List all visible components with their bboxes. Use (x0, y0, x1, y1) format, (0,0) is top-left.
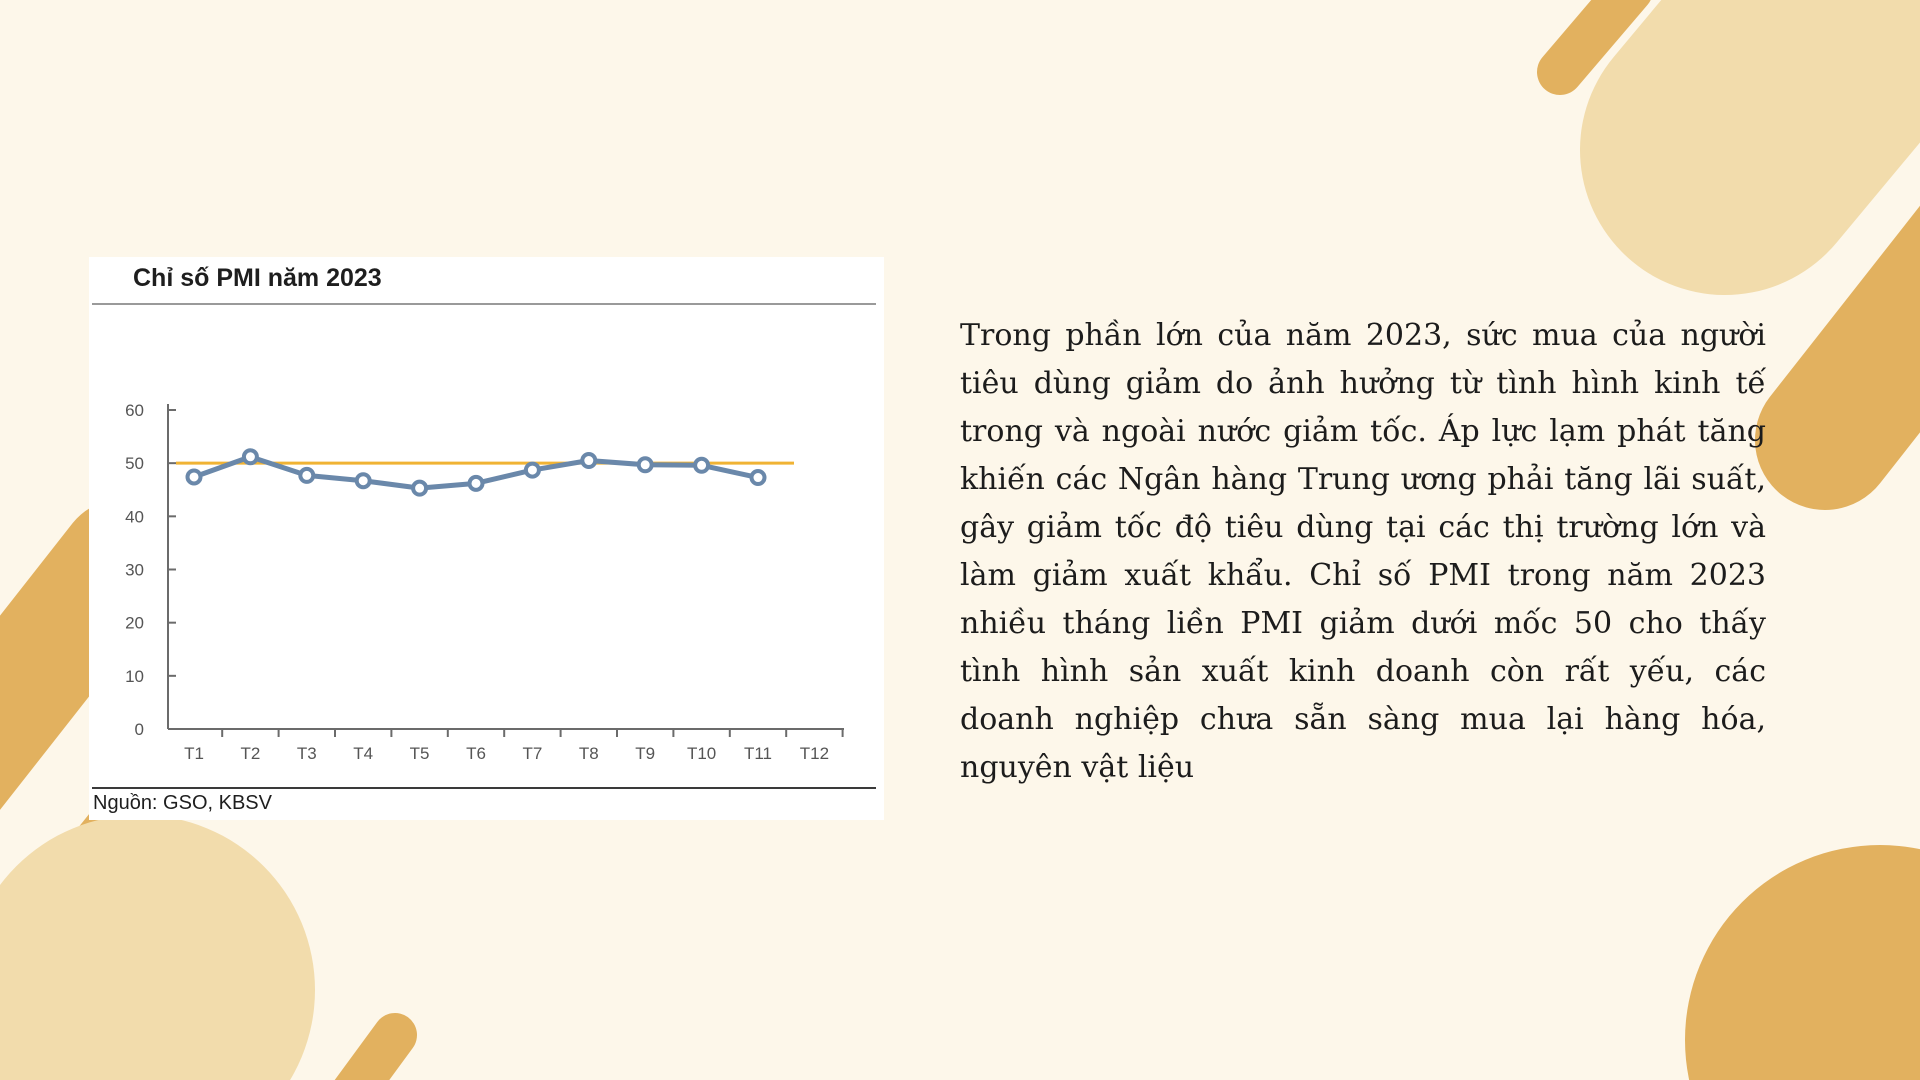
pmi-data-point (526, 464, 539, 477)
x-tick-label: T11 (743, 744, 773, 763)
deco-circle-bottom-left (0, 815, 315, 1080)
pmi-data-point (639, 458, 652, 471)
chart-title: Chỉ số PMI năm 2023 (133, 264, 382, 292)
deco-circle-bottom-right (1685, 845, 1920, 1080)
pmi-data-point (470, 477, 483, 490)
y-tick-label: 40 (125, 507, 144, 527)
x-tick-label: T5 (409, 744, 430, 763)
x-tick-label: T6 (466, 744, 486, 763)
y-tick-label: 0 (134, 720, 144, 739)
pmi-data-point (582, 454, 595, 467)
x-tick-label: T10 (686, 744, 717, 763)
pmi-points (188, 450, 765, 494)
pmi-data-point (300, 469, 313, 482)
y-tick-label: 50 (125, 454, 144, 474)
x-tick-label: T1 (184, 744, 204, 763)
x-tick-label: T3 (296, 744, 317, 763)
pmi-data-point (413, 482, 426, 495)
pmi-data-point (695, 459, 708, 472)
deco-band-right (1825, 230, 1920, 440)
body-paragraph: Trong phần lớn của năm 2023, sức mua của người tiêu dùng giảm do ảnh hưởng từ tình hình kinh tế trong và ngoài nước giảm tốc. Áp lực lạm phát tăng khiến các Ngân hàng Trung ương phải tăng lãi suất, gây giảm tốc độ tiêu dùng tại các thị trường lớn và làm giảm xuất khẩu. Chỉ số PMI trong năm 2023 nhiều tháng liền PMI giảm dưới mốc 50 cho thấy tình hình sản xuất kinh doanh còn rất yếu, các doanh nghiệp chưa sẵn sàng mua lại hàng hóa, nguyên vật liệu (960, 318, 1766, 785)
pmi-data-point (752, 471, 765, 484)
x-tick-label: T9 (635, 744, 656, 763)
y-tick-label: 20 (125, 613, 144, 633)
chart-axes (125, 401, 844, 763)
x-tick-label: T4 (353, 744, 374, 763)
pmi-data-point (188, 470, 201, 483)
y-tick-label: 60 (125, 401, 144, 420)
deco-stroke-bottom-left (340, 1035, 395, 1080)
x-tick-label: T2 (240, 744, 261, 763)
pmi-line-chart (89, 257, 884, 820)
x-tick-label: T8 (578, 744, 599, 763)
x-tick-label: T7 (522, 744, 543, 763)
pmi-data-point (357, 474, 370, 487)
x-tick-label: T12 (799, 744, 830, 763)
chart-source: Nguồn: GSO, KBSV (93, 792, 272, 814)
deco-pill-top-right (1725, 0, 1850, 150)
y-tick-label: 10 (125, 666, 144, 686)
pmi-data-point (244, 450, 257, 463)
y-tick-label: 30 (125, 560, 144, 580)
